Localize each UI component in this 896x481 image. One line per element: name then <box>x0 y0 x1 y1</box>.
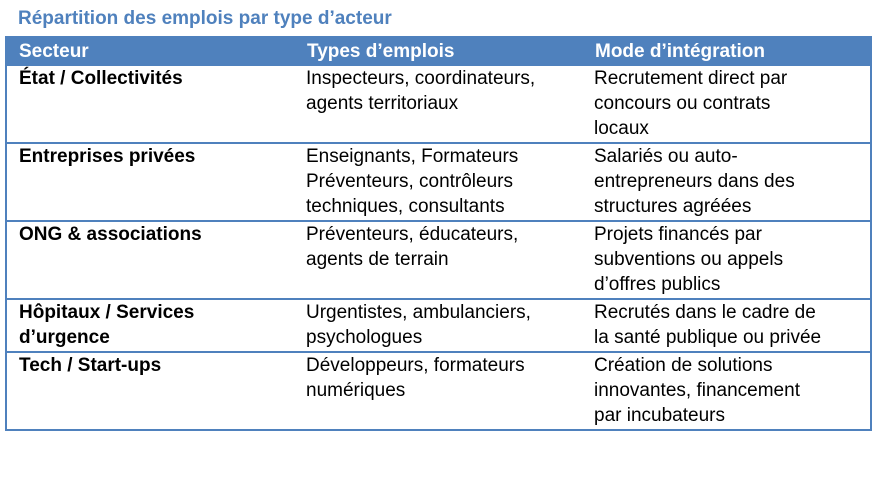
table-row <box>6 352 871 430</box>
cell-text: Recrutés dans le cadre de la santé publique ou privée <box>594 302 822 348</box>
cell-text: Développeurs, formateurs numériques <box>306 355 525 401</box>
cell-text: Salariés ou auto- entrepreneurs dans des structures agréées <box>594 146 795 217</box>
cell-types-emplois <box>294 299 582 352</box>
header-secteur: Secteur <box>6 37 294 65</box>
cell-text: ONG & associations <box>19 224 202 245</box>
cell-secteur <box>6 299 294 352</box>
cell-mode-integration <box>582 352 871 430</box>
table-row <box>6 221 871 299</box>
cell-secteur <box>6 143 294 221</box>
cell-text: Projets financés par subventions ou appels d’offres publics <box>594 224 784 295</box>
cell-text: Entreprises privées <box>19 146 196 167</box>
cell-text: Hôpitaux / Services d’urgence <box>19 302 195 348</box>
cell-text: Enseignants, Formateurs Préventeurs, contrôleurs techniques, consultants <box>306 146 519 217</box>
cell-mode-integration <box>582 143 871 221</box>
cell-secteur <box>6 352 294 430</box>
header-types-emplois: Types d’emplois <box>294 37 582 65</box>
cell-types-emplois <box>294 143 582 221</box>
cell-text: État / Collectivités <box>19 68 183 89</box>
table-row <box>6 143 871 221</box>
cell-mode-integration <box>582 221 871 299</box>
cell-mode-integration <box>582 65 871 143</box>
cell-text: Urgentistes, ambulanciers, psychologues <box>306 302 531 348</box>
cell-text: Recrutement direct par concours ou contrats locaux <box>594 68 788 139</box>
cell-text: Création de solutions innovantes, financement par incubateurs <box>594 355 800 426</box>
cell-text: Inspecteurs, coordinateurs, agents territoriaux <box>306 68 536 114</box>
cell-mode-integration <box>582 299 871 352</box>
table-header-row <box>6 37 871 65</box>
cell-types-emplois <box>294 352 582 430</box>
cell-types-emplois <box>294 221 582 299</box>
cell-secteur <box>6 221 294 299</box>
cell-text: Préventeurs, éducateurs, agents de terrain <box>306 224 519 270</box>
cell-types-emplois <box>294 65 582 143</box>
jobs-table <box>5 36 872 431</box>
table-title: Répartition des emplois par type d’acteur <box>18 8 392 29</box>
table-row <box>6 65 871 143</box>
header-mode-integration: Mode d’intégration <box>582 37 871 65</box>
cell-text: Tech / Start-ups <box>19 355 162 376</box>
table-row <box>6 299 871 352</box>
cell-secteur <box>6 65 294 143</box>
